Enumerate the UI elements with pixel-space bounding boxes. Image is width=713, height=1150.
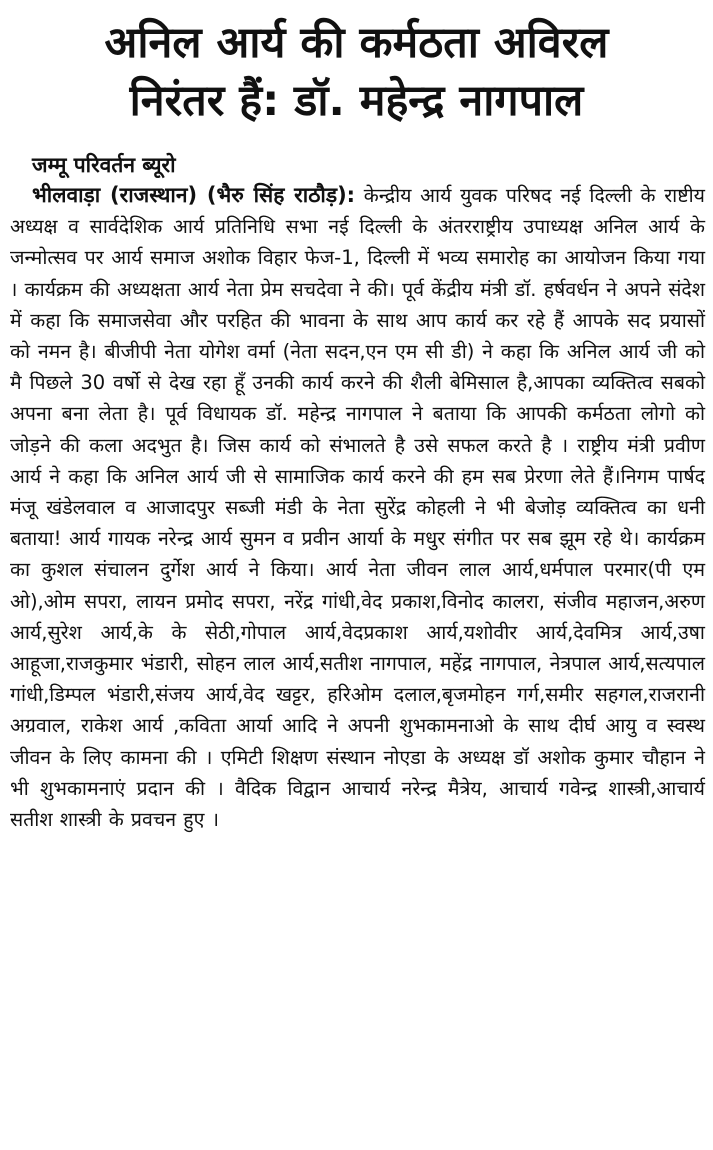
article-body [10, 180, 705, 835]
headline-line-2: निरंतर हैं: डॉ. महेन्द्र नागपाल [129, 76, 584, 126]
headline-line-1: अनिल आर्य की कर्मठता अविरल [104, 18, 609, 68]
bureau-credit: जम्मू परिवर्तन ब्यूरो [32, 153, 176, 177]
headline [0, 14, 713, 130]
clipped-previous-text-edge [0, 0, 713, 5]
dateline: भीलवाड़ा (राजस्थान) (भैरु सिंह राठौड़): [32, 183, 356, 207]
article-text: केन्द्रीय आर्य युवक परिषद नई दिल्ली के राष्टीय अध्यक्ष व सार्वदेशिक आर्य प्रतिनिधि सभा नई दिल्ली के अंतरराष्ट्रीय उपाध्यक्ष अनिल आर्य के जन्मोत्सव पर आर्य समाज अशोक विहार फेज-1, दिल्ली में भव्य समारोह का आयोजन किया गया । कार्यक्रम की अध्यक्षता आर्य नेता प्रेम सचदेवा ने की। पूर्व केंद्रीय मंत्री डॉ. हर्षवर्धन ने अपने संदेश में कहा कि समाजसेवा और परहित की भावना के साथ आप कार्य कर रहे हैं आपके सद प्रयासों को नमन है। बीजीपी नेता योगेश वर्मा (नेता सदन,एन एम सी डी) ने कहा कि अनिल आर्य जी को मै पिछले 30 वर्षो से देख रहा हूँ उनकी कार्य करने की शैली बेमिसाल है,आपका व्यक्तित्व सबको अपना बना लेता है। पूर्व विधायक डॉ. महेन्द्र नागपाल ने बताया कि आपकी कर्मठता लोगो को जोड़ने की कला अदभुत है। जिस कार्य को संभालते है उसे सफल करते है । राष्ट्रीय मंत्री प्रवीण आर्य ने कहा कि अनिल आर्य जी से सामाजिक कार्य करने की हम सब प्रेरणा लेते हैं।निगम पार्षद मंजू खंडेलवाल व आजादपुर सब्जी मंडी के नेता सुरेंद्र कोहली ने भी बेजोड़ व्यक्तित्व का धनी बताया! आर्य गायक नरेन्द्र आर्य सुमन व प्रवीन आर्या के मधुर संगीत पर सब झूम रहे थे। कार्यक्रम का कुशल संचालन दुर्गेश आर्य ने किया। आर्य नेता जीवन लाल आर्य,धर्मपाल परमार(पी एम ओ),ओम सपरा, लायन प्रमोद सपरा, नरेंद्र गांधी,वेद प्रकाश,विनोद कालरा, संजीव महाजन,अरुण आर्य,सुरेश आर्य,के के सेठी,गोपाल आर्य,वेदप्रकाश आर्य,यशोवीर आर्य,देवमित्र आर्य,उषा आहूजा,राजकुमार भंडारी, सोहन लाल आर्य,सतीश नागपाल, महेंद्र नागपाल, नेत्रपाल आर्य,सत्यपाल गांधी,डिम्पल भंडारी,संजय आर्य,वेद खट्टर, हरिओम दलाल,बृजमोहन गर्ग,समीर सहगल,राजरानी अग्रवाल, राकेश आर्य ,कविता आर्या आदि ने अपनी शुभकामनाओ के साथ दीर्घ आयु व स्वस्थ जीवन के लिए कामना की । एमिटी शिक्षण संस्थान नोएडा के अध्यक्ष डॉ अशोक कुमार चौहान ने भी शुभकामनाएं प्रदान की । वैदिक विद्वान आचार्य नरेन्द्र मैत्रेय, आचार्य गवेन्द्र शास्त्री,आचार्य सतीश शास्त्री के प्रवचन हुए । [10, 184, 705, 832]
